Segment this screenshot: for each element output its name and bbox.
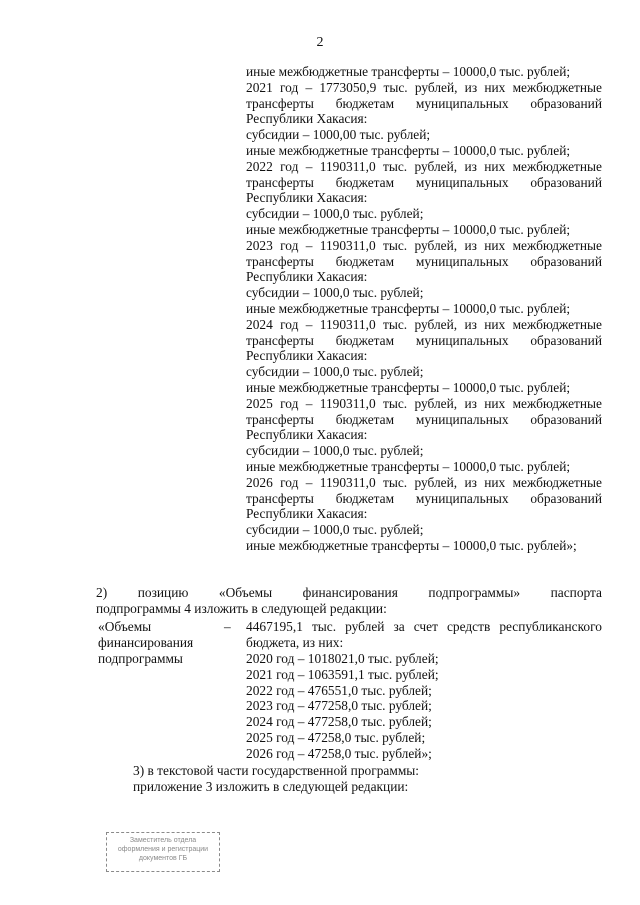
text-line: иные межбюджетные трансферты – 10000,0 тыс. рублей;: [246, 379, 571, 395]
text-line: 2024 год – 1190311,0 тыс. рублей, из них межбюджетные: [246, 316, 602, 332]
year-line: 2023 год – 477258,0 тыс. рублей;: [246, 698, 432, 714]
position-label-line-3: подпрограммы: [98, 651, 183, 666]
text-line: 2025 год – 1190311,0 тыс. рублей, из них межбюджетные: [246, 395, 602, 411]
text-line: иные межбюджетные трансферты – 10000,0 тыс. рублей;: [246, 300, 571, 316]
year-line: 2026 год – 47258,0 тыс. рублей»;: [246, 745, 432, 761]
text-line: иные межбюджетные трансферты – 10000,0 тыс. рублей;: [246, 458, 571, 474]
text-line: субсидии – 1000,00 тыс. рублей;: [246, 127, 431, 143]
text-line: Республики Хакасия:: [246, 427, 368, 443]
item-2-line-2: подпрограммы 4 изложить в следующей редакции:: [96, 601, 387, 616]
page-number: 2: [316, 35, 324, 50]
registration-stamp: [106, 832, 220, 872]
text-line: трансферты бюджетам муниципальных образований: [246, 411, 602, 427]
stamp-line: Заместитель отдела: [129, 837, 197, 844]
text-line: 2026 год – 1190311,0 тыс. рублей, из них межбюджетные: [246, 474, 602, 490]
position-value-line-2: бюджета, из них:: [246, 635, 344, 650]
text-line: Республики Хакасия:: [246, 111, 368, 127]
item-3-line-1: 3) в текстовой части государственной программы:: [133, 763, 420, 778]
position-label-line-1: «Объемы: [98, 619, 152, 634]
text-line: трансферты бюджетам муниципальных образований: [246, 490, 602, 506]
text-line: трансферты бюджетам муниципальных образований: [246, 332, 602, 348]
text-line: субсидии – 1000,0 тыс. рублей;: [246, 443, 424, 459]
text-line: субсидии – 1000,0 тыс. рублей;: [246, 522, 424, 538]
position-label-line-2: финансирования: [98, 635, 194, 650]
text-line: иные межбюджетные трансферты – 10000,0 тыс. рублей;: [246, 221, 571, 237]
text-line: иные межбюджетные трансферты – 10000,0 тыс. рублей;: [246, 142, 571, 158]
years-list: [246, 651, 439, 762]
text-line: трансферты бюджетам муниципальных образований: [246, 174, 602, 190]
text-line: субсидии – 1000,0 тыс. рублей;: [246, 285, 424, 301]
text-line: 2023 год – 1190311,0 тыс. рублей, из них межбюджетные: [246, 237, 602, 253]
year-line: 2025 год – 47258,0 тыс. рублей;: [246, 729, 426, 745]
year-line: 2021 год – 1063591,1 тыс. рублей;: [246, 666, 439, 682]
text-line: Республики Хакасия:: [246, 348, 368, 364]
year-line: 2020 год – 1018021,0 тыс. рублей;: [246, 651, 439, 666]
position-value-line-1: 4467195,1 тыс. рублей за счет средств республиканского: [246, 619, 602, 634]
text-line: субсидии – 1000,0 тыс. рублей;: [246, 206, 424, 222]
text-line: Республики Хакасия:: [246, 269, 368, 285]
stamp-line: документов ГБ: [138, 855, 188, 862]
text-line: трансферты бюджетам муниципальных образований: [246, 95, 602, 111]
position-dash: –: [224, 619, 231, 634]
text-line: иные межбюджетные трансферты – 10000,0 тыс. рублей;: [246, 64, 571, 79]
text-line: иные межбюджетные трансферты – 10000,0 тыс. рублей»;: [246, 537, 577, 553]
text-line: Республики Хакасия:: [246, 506, 368, 522]
text-line: Республики Хакасия:: [246, 190, 368, 206]
text-line: трансферты бюджетам муниципальных образований: [246, 253, 602, 269]
text-line: 2021 год – 1773050,9 тыс. рублей, из них межбюджетные: [246, 79, 602, 95]
text-line: субсидии – 1000,0 тыс. рублей;: [246, 364, 424, 380]
item-2-line-1: 2) позицию «Объемы финансирования подпрограммы» паспорта: [96, 585, 602, 600]
stamp-line: оформления и регистрации: [117, 846, 209, 853]
text-line: 2022 год – 1190311,0 тыс. рублей, из них межбюджетные: [246, 158, 602, 174]
year-line: 2024 год – 477258,0 тыс. рублей;: [246, 714, 432, 730]
year-line: 2022 год – 476551,0 тыс. рублей;: [246, 682, 432, 698]
funding-text-continuation: [246, 64, 602, 554]
item-3-line-2: приложение 3 изложить в следующей редакции:: [133, 779, 409, 794]
